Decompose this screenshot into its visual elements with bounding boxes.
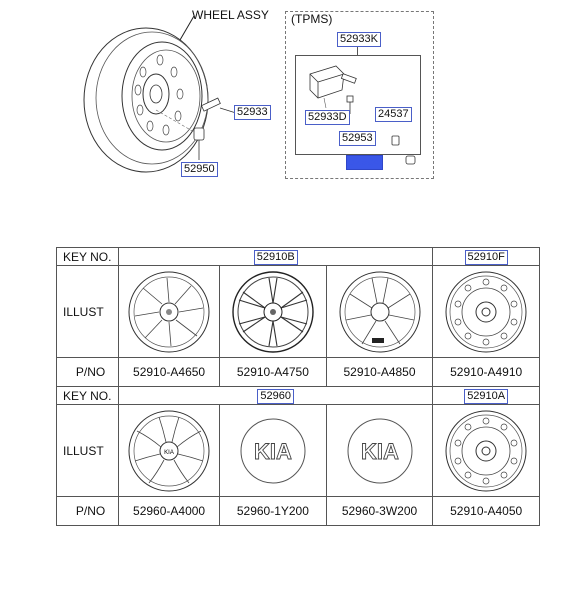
illust-label: ILLUST xyxy=(57,405,119,497)
key-52910b[interactable]: 52910B xyxy=(254,250,298,265)
part-number: 52910-A4750 xyxy=(220,358,327,387)
wheel-assy-diagram xyxy=(70,10,280,180)
center-cap-kia-icon[interactable] xyxy=(330,407,430,495)
callout-24537[interactable]: 24537 xyxy=(375,107,412,122)
alloy-wheel-10spoke-icon[interactable] xyxy=(119,268,219,356)
key-no-label: KEY NO. xyxy=(57,387,119,405)
illust-cell xyxy=(119,405,220,497)
wheel-assy-label: WHEEL ASSY xyxy=(192,8,269,22)
tpms-label: (TPMS) xyxy=(291,12,333,26)
callout-52953[interactable]: 52953 xyxy=(339,131,376,146)
part-number: 52960-1Y200 xyxy=(220,497,327,526)
key-52910f[interactable]: 52910F xyxy=(465,250,508,265)
key-52960[interactable]: 52960 xyxy=(257,389,294,404)
cap-emblem-text: KIA xyxy=(360,438,399,464)
callout-52950[interactable]: 52950 xyxy=(181,162,218,177)
key-no-label: KEY NO. xyxy=(57,248,119,266)
illust-cell xyxy=(119,266,220,358)
callout-52934-highlighted[interactable]: 52934 xyxy=(346,155,383,170)
alloy-wheel-twin-spoke-icon[interactable] xyxy=(119,407,219,495)
illust-label: ILLUST xyxy=(57,266,119,358)
key-cell xyxy=(119,248,433,266)
steel-wheel-icon[interactable] xyxy=(436,407,536,495)
callout-52933d[interactable]: 52933D xyxy=(305,110,350,125)
parts-table xyxy=(56,247,540,526)
pno-label: P/NO xyxy=(57,497,119,526)
callout-52933[interactable]: 52933 xyxy=(234,105,271,120)
part-number: 52910-A4650 xyxy=(119,358,220,387)
illust-cell xyxy=(220,405,327,497)
illust-cell xyxy=(433,405,540,497)
key-cell xyxy=(433,248,540,266)
part-number: 52910-A4050 xyxy=(433,497,540,526)
part-number: 52960-3W200 xyxy=(326,497,433,526)
key-cell xyxy=(119,387,433,405)
part-number: 52960-A4000 xyxy=(119,497,220,526)
key-52910a[interactable]: 52910A xyxy=(464,389,508,404)
steel-wheel-icon[interactable] xyxy=(436,268,536,356)
alloy-wheel-multispoke-icon[interactable] xyxy=(223,268,323,356)
alloy-wheel-5spoke-icon[interactable] xyxy=(330,268,430,356)
illust-cell xyxy=(220,266,327,358)
center-cap-kia-icon[interactable] xyxy=(223,407,323,495)
pno-label: P/NO xyxy=(57,358,119,387)
part-number: 52910-A4850 xyxy=(326,358,433,387)
illust-cell xyxy=(326,266,433,358)
callout-52933k[interactable]: 52933K xyxy=(337,32,381,47)
illust-cell xyxy=(433,266,540,358)
cap-emblem-text: KIA xyxy=(253,438,292,464)
hub-emblem-text: KIA xyxy=(164,449,174,456)
part-number: 52910-A4910 xyxy=(433,358,540,387)
key-cell xyxy=(433,387,540,405)
illust-cell xyxy=(326,405,433,497)
